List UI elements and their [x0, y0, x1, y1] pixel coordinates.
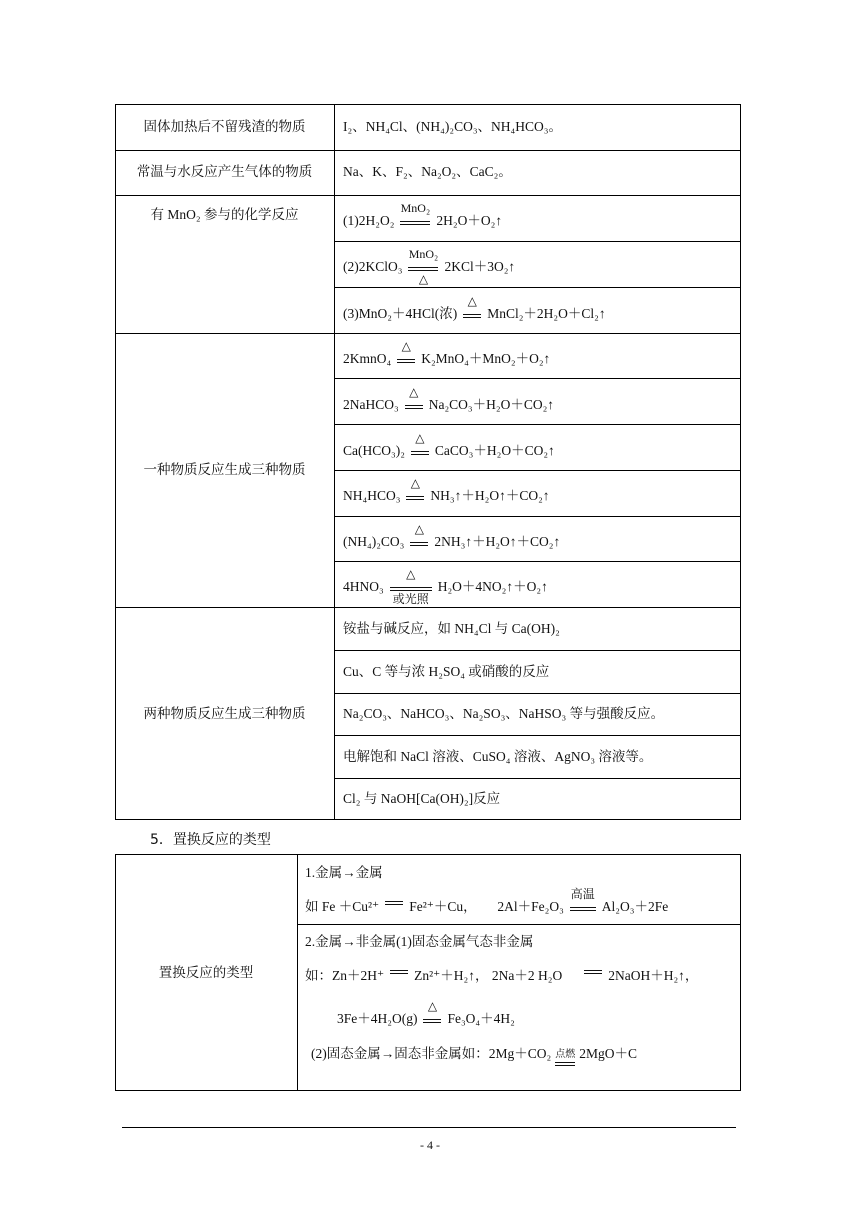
condition-equals: [459, 293, 485, 324]
row-label-residue-free: 固体加热后不留残渣的物质: [143, 119, 306, 134]
equation-left: (2)固态金属→固态非金属如：2Mg＋CO₂: [311, 1046, 552, 1061]
group-label-two-to-three: 两种物质反应生成三种物质: [143, 706, 306, 721]
equation-metal-metal: [305, 886, 669, 917]
equation-mno2-2: [343, 246, 516, 286]
condition-equals: [396, 200, 434, 231]
equation-left: (2)2KClO₃: [343, 259, 403, 274]
row-value-ammonium-base: 铵盐与碱反应，如 NH₄Cl 与 Ca(OH)₂: [343, 621, 560, 636]
displacement-label: 置换反应的类型: [158, 965, 254, 980]
row-value-electrolysis: 电解饱和 NaCl 溶液、CuSO₄ 溶液、AgNO₃ 溶液等。: [343, 749, 653, 764]
equation-right: 2NH₃↑＋H₂O↑＋CO₂↑: [434, 534, 561, 549]
equation-right: Na₂CO₃＋H₂O＋CO₂↑: [428, 397, 555, 412]
equation-right: NH₃↑＋H₂O↑＋CO₂↑: [430, 488, 550, 503]
page-number: - 4 -: [420, 1138, 440, 1152]
equation-left: 4HNO₃: [343, 579, 384, 594]
equation-left: NH₄HCO₃: [343, 488, 401, 503]
equation-right: K₂MnO₄＋MnO₂＋O₂↑: [421, 351, 551, 366]
equation-right: Fe₃O₄＋4H₂: [447, 1011, 515, 1026]
condition-top: △: [414, 521, 424, 536]
equation-left: (3)MnO₂＋4HCl(浓): [343, 306, 458, 321]
condition-bottom: △: [418, 271, 429, 286]
row-value-residue-free: I₂、NH₄Cl、(NH₄)₂CO₃、NH₄HCO₃。: [343, 119, 562, 134]
condition-top: △: [401, 338, 411, 353]
condition-top: MnO₂: [408, 246, 439, 261]
footer-rule: [122, 1127, 736, 1128]
equation-right: MnCl₂＋2H₂O＋Cl₂↑: [487, 306, 606, 321]
equation-left: (NH₄)₂CO₃: [343, 534, 405, 549]
equation-right: 2MgO＋C: [579, 1046, 637, 1061]
condition-equals: [566, 886, 600, 917]
condition-equals: [386, 566, 436, 606]
condition-equals: [551, 1046, 579, 1064]
condition-equals: [419, 998, 445, 1029]
condition-equals: [404, 246, 442, 286]
equation-left: 如：Zn＋2H⁺: [305, 968, 385, 983]
condition-top: 高温: [570, 886, 595, 901]
equation-right: Al₂O₃＋2Fe: [601, 899, 669, 914]
equation-left: 2NaHCO₃: [343, 397, 399, 412]
equation-left: 如 Fe ＋Cu²⁺: [305, 899, 380, 914]
condition-top: △: [409, 384, 419, 399]
equation-decomp-2: [343, 384, 555, 415]
equation-right: 2KCl＋3O₂↑: [444, 259, 516, 274]
condition-top: MnO₂: [400, 200, 431, 215]
condition-top: △: [410, 475, 421, 490]
equation-right: 2H₂O＋O₂↑: [436, 213, 503, 228]
condition-equals: [407, 430, 433, 461]
equation-right: Fe²⁺＋Cu，: [409, 899, 477, 914]
equation-left: (1)2H₂O₂: [343, 213, 395, 228]
block2-title: 2.金属→非金属(1)固态金属气态非金属: [305, 934, 534, 949]
row-value-cl2-naoh: Cl₂ 与 NaOH[Ca(OH)₂]反应: [343, 791, 501, 806]
condition-top: △: [467, 293, 477, 308]
condition-equals: [406, 521, 432, 552]
equation-left: Ca(HCO₃)₂: [343, 443, 405, 458]
equation-metal-gas-nonmetal: [305, 967, 698, 986]
equation-decomp-4: [343, 475, 550, 506]
section-title: 5．置换反应的类型: [150, 832, 271, 848]
row-label-gas-with-water: 常温与水反应产生气体的物质: [136, 164, 313, 179]
equation-right: CaCO₃＋H₂O＋CO₂↑: [434, 443, 555, 458]
condition-top: △: [406, 566, 416, 581]
condition-equals: [401, 384, 427, 415]
equation-decomp-5: [343, 521, 561, 552]
equation-fe-steam: [337, 998, 515, 1029]
group-label-one-to-three: 一种物质反应生成三种物质: [143, 462, 306, 477]
condition-bottom: 或光照: [392, 591, 429, 606]
row-value-cu-c-acid: Cu、C 等与浓 H₂SO₄ 或硝酸的反应: [343, 664, 550, 679]
equation-left: 2Na＋2 H₂O: [491, 968, 563, 983]
condition-equals: [381, 899, 407, 917]
block1-title: 1.金属→金属: [305, 865, 383, 880]
condition-equals: [402, 475, 428, 506]
condition-equals: [564, 968, 606, 986]
row-value-strong-acid: Na₂CO₃、NaHCO₃、Na₂SO₃、NaHSO₃ 等与强酸反应。: [343, 706, 665, 721]
equation-mno2-1: [343, 200, 503, 231]
condition-top: △: [427, 998, 438, 1013]
group-label-mno2: 有 MnO₂ 参与的化学反应: [150, 207, 299, 222]
condition-top: △: [415, 430, 425, 445]
equation-mno2-3: [343, 293, 606, 324]
row-value-gas-with-water: Na、K、F₂、Na₂O₂、CaC₂。: [343, 164, 512, 179]
equation-decomp-1: [343, 338, 551, 369]
equation-left: 2KmnO₄: [343, 351, 392, 366]
condition-equals: [393, 338, 419, 369]
condition-equals: [386, 968, 412, 986]
equation-decomp-6: [343, 566, 548, 606]
equation-decomp-3: [343, 430, 555, 461]
equation-right: H₂O＋4NO₂↑＋O₂↑: [437, 579, 548, 594]
equation-right: 2NaOH＋H₂↑，: [608, 968, 699, 983]
condition-top: 点燃: [555, 1048, 576, 1060]
equation-right: Zn²⁺＋H₂↑，: [414, 968, 489, 983]
equation-left: 3Fe＋4H₂O(g): [337, 1011, 418, 1026]
equation-mg-co2: [311, 1045, 637, 1064]
equation-left: 2Al＋Fe₂O₃: [497, 899, 564, 914]
